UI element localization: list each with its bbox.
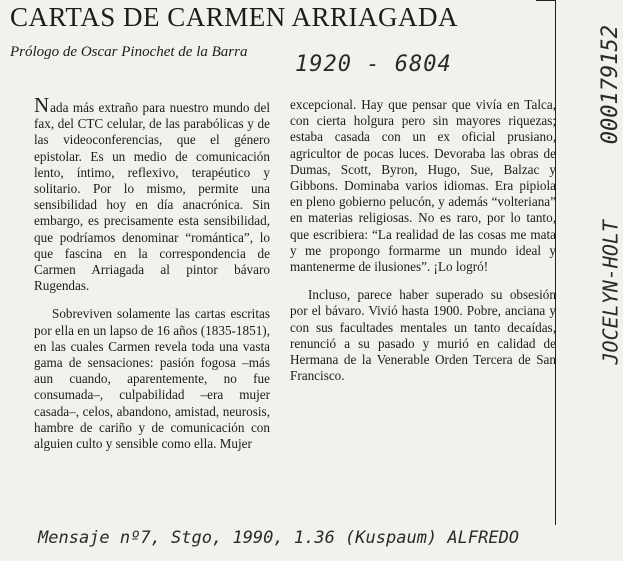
article-title: CARTAS DE CARMEN ARRIAGADA (10, 2, 459, 32)
paragraph: Incluso, parece haber superado su obsesión por el bávaro. Vivió hasta 1900. Pobre, anciana y con sus facultades mentales un tanto decaídas, renunció a su pasado y murió en calidad de Hermana de la Venerable Orden Tercera de San Francisco. (290, 287, 556, 384)
article-column-right (290, 97, 556, 396)
handwritten-id: 000179152 (598, 25, 623, 145)
handwritten-source-note: Mensaje nº7, Stgo, 1990, 1.36 (Kuspaum) ALFREDO (38, 528, 520, 548)
article-column-left (34, 93, 270, 464)
paragraph: Nada más extraño para nuestro mundo del fax, del CTC celular, de las parabólicas y de las videoconferencias, que el género epistolar. Es un medio de comunicación lento, íntimo, reflexivo, terapéutico y solitario. Por lo mismo, permite una sensibilidad hoy en día anacrónica. Sin embargo, es precisamente esta sensibilidad, que podríamos denominar “romántica”, lo que fascina en la correspondencia de Carmen Arriagada al pintor bávaro Rugendas. (34, 93, 270, 294)
paragraph: Sobreviven solamente las cartas escritas por ella en un lapso de 16 años (1835-1851), en las cuales Carmen revela toda una vasta gama de sensaciones: pasión fogosa –más aun cuando, aparentemente, no fue consumada–, culpabilidad –era mujer casada–, celos, abandono, amistad, neurosis, hambre de cariño y de comunicación con alguien culto y sensible como ella. Mujer (34, 306, 270, 452)
handwritten-catalog-number: 1920 - 6804 (295, 52, 452, 77)
article-subtitle: Prólogo de Oscar Pinochet de la Barra (10, 44, 248, 60)
frame-corner (536, 0, 556, 1)
handwritten-author: JOCELYN-HOLT (598, 220, 622, 365)
paragraph: excepcional. Hay que pensar que vivía en Talca, con cierta holgura pero sin mayores riquezas; estaba casada con un ex oficial prusiano, agricultor de pocas luces. Devoraba las obras de Dumas, Scott, Byron, Hugo, Sue, Balzac y Gibbons. Dominaba varios idiomas. Era pipiola en pleno gobierno pelucón, y además “volteriana” en materias religiosas. No es raro, por lo tanto, que escribiera: “La realidad de las cosas me mata y me propongo formarme un mundo ideal y mantenerme de ilusiones”. ¡Lo logró! (290, 97, 556, 275)
